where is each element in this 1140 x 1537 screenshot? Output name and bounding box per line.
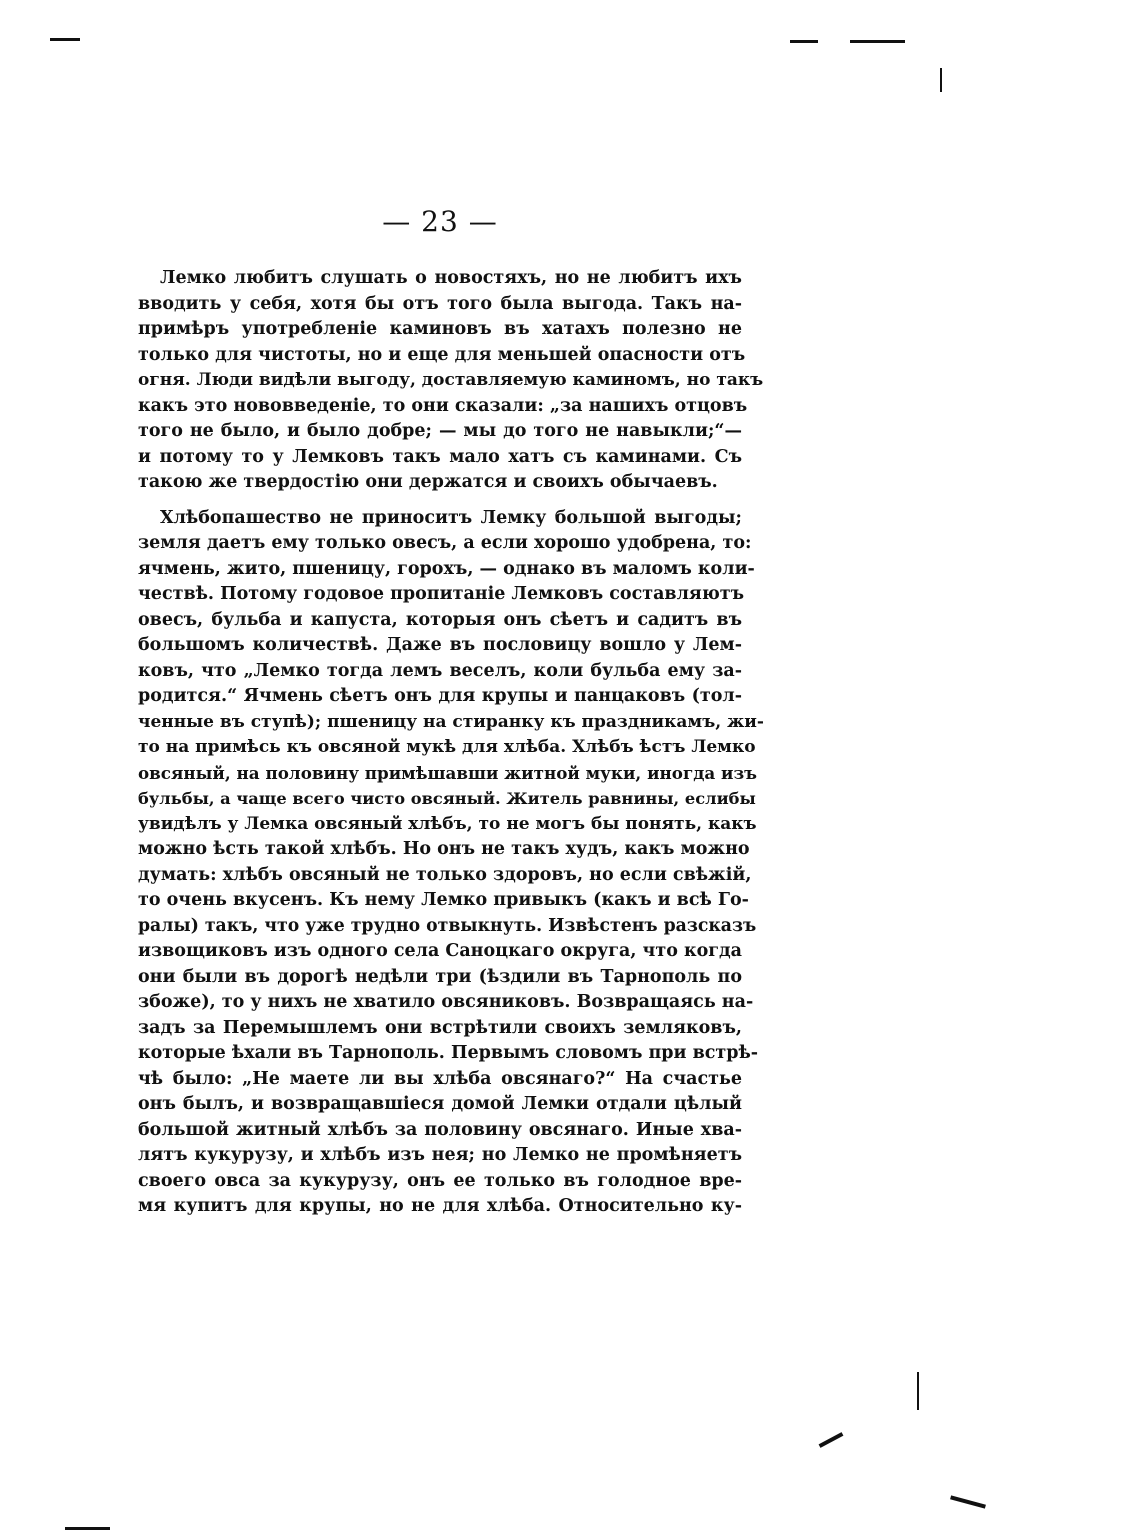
text-line: можно ѣсть такой хлѣбъ. Но онъ не такъ худъ, какъ можно (138, 839, 750, 859)
text-line: онъ былъ, и возвращавшіеся домой Лемки отдали цѣлый (138, 1094, 742, 1114)
text-line: думать: хлѣбъ овсяный не только здоровъ, но если свѣжій, (138, 864, 752, 885)
text-line: лятъ кукурузу, и хлѣбъ изъ нея; но Лемко не промѣняетъ (138, 1145, 742, 1165)
scan-edge-mark-top-right (850, 40, 905, 43)
text-line: ковъ, что „Лемко тогда лемъ веселъ, коли бульба ему за- (138, 660, 742, 681)
text-line: то очень вкусенъ. Къ нему Лемко привыкъ (какъ и всѣ Го- (138, 890, 749, 910)
paragraph-1 (138, 266, 764, 496)
text-line: Лемко любитъ слушать о новостяхъ, но не любитъ ихъ (160, 268, 742, 288)
body-text (138, 266, 764, 1220)
text-line: извощиковъ изъ одного села Саноцкаго округа, что когда (138, 941, 743, 961)
text-line: они были въ дорогѣ недѣли три (ѣздили въ Тарнополь по (138, 966, 742, 987)
text-line: то на примѣсь къ овсяной мукѣ для хлѣба. Хлѣбъ ѣстъ Лемко (138, 737, 756, 757)
text-line: своего овса за кукурузу, онъ ее только въ голодное вре- (138, 1170, 742, 1191)
text-line: овсяный, на половину примѣшавши житной муки, иногда изъ (138, 762, 758, 783)
text-line: того не было, и было добре; — мы до того не навыкли;“— (138, 421, 742, 441)
text-line: увидѣлъ у Лемка овсяный хлѣбъ, то не могъ бы понять, какъ (138, 813, 757, 834)
text-line: такою же твердостію они держатся и своихъ обычаевъ. (138, 472, 718, 492)
text-line: мя купитъ для крупы, но не для хлѣба. Относительно ку- (138, 1196, 742, 1216)
text-line: только для чистоты, но и еще для меньшей опасности отъ (138, 344, 746, 365)
text-line: овесъ, бульба и капуста, которыя онъ сѣетъ и садитъ въ (138, 609, 742, 630)
text-line: чѣ было: „Не маете ли вы хлѣба овсянаго?“ На счастье (138, 1068, 742, 1089)
scan-edge-mark-top-right-2 (790, 40, 818, 43)
scan-edge-mark-right-2 (917, 1372, 919, 1410)
scan-edge-mark-right (940, 68, 942, 92)
paragraph-2 (138, 506, 764, 1220)
text-line: ралы) такъ, что уже трудно отвыкнуть. Извѣстенъ разсказъ (138, 915, 757, 936)
text-line: збоже), то у нихъ не хватило овсяниковъ. Возвращаясь на- (138, 992, 754, 1012)
text-line: земля даетъ ему только овесъ, а если хорошо удобрена, то: (138, 533, 752, 553)
text-line: задъ за Перемышлемъ они встрѣтили своихъ земляковъ, (138, 1017, 742, 1038)
text-line: чествѣ. Потому годовое пропитаніе Лемковъ составляютъ (138, 584, 745, 604)
scan-edge-mark-top-left (50, 38, 80, 41)
text-line: примѣръ употребленіе каминовъ въ хатахъ полезно не (138, 319, 742, 339)
scan-edge-mark-bottom-right (950, 1495, 986, 1508)
text-line: и потому то у Лемковъ такъ мало хатъ съ каминами. Съ (138, 446, 742, 467)
text-line: вводить у себя, хотя бы отъ того была выгода. Такъ на- (138, 293, 742, 314)
text-line: бульбы, а чаще всего чисто овсяный. Житель равнины, еслибы (138, 789, 756, 808)
text-line: ячмень, жито, пшеницу, горохъ, — однако въ маломъ коли- (138, 558, 755, 579)
text-line: огня. Люди видѣли выгоду, доставляемую каминомъ, но такъ (138, 370, 764, 390)
text-line: которые ѣхали въ Тарнополь. Первымъ словомъ при встрѣ- (138, 1043, 759, 1063)
text-line: какъ это нововведеніе, то они сказали: „за нашихъ отцовъ (138, 395, 748, 416)
scan-edge-mark-stroke (819, 1432, 844, 1448)
scan-edge-mark-bottom-left (65, 1527, 110, 1530)
text-line: родится.“ Ячмень сѣетъ онъ для крупы и панцаковъ (тол- (138, 686, 742, 706)
text-line: Хлѣбопашество не приноситъ Лемку большой выгоды; (160, 507, 742, 528)
text-line: большой житный хлѣбъ за половину овсянаго. Иные хва- (138, 1119, 742, 1140)
text-line: ченные въ ступѣ); пшеницу на стиранку къ праздникамъ, жи- (138, 711, 764, 732)
text-line: большомъ количествѣ. Даже въ пословицу вошло у Лем- (138, 635, 742, 655)
page-number: — 23 — (382, 205, 498, 238)
